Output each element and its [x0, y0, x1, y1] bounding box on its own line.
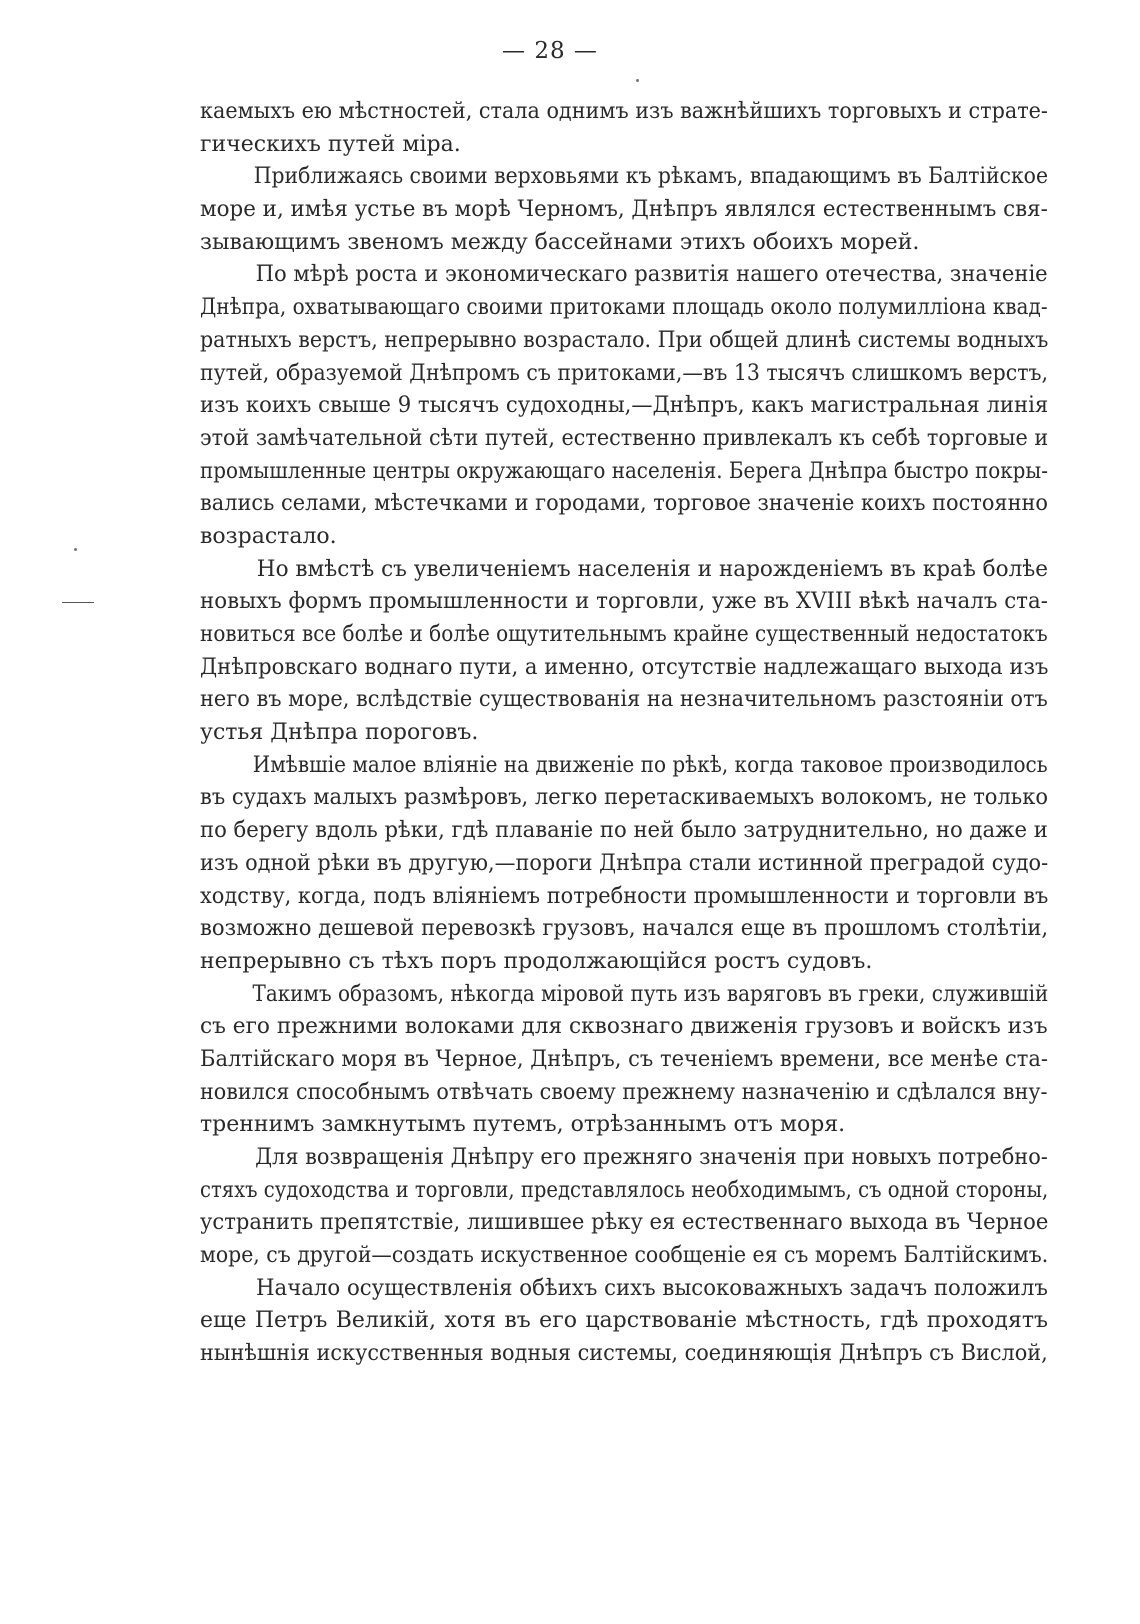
margin-dot	[636, 79, 639, 82]
text-line: По мѣрѣ роста и экономическаго развитія нашего отечества, значеніе	[255, 262, 1048, 288]
text-line: изъ одной рѣки въ другую,—пороги Днѣпра стали истинной преградой судо-	[200, 850, 1049, 876]
text-line: путей, образуемой Днѣпромъ съ притоками,—въ 13 тысячъ слишкомъ верстъ,	[200, 360, 1049, 386]
text-line: ратныхъ верстъ, непрерывно возрастало. При общей длинѣ системы водныхъ	[200, 327, 1049, 353]
text-line: новыхъ формъ промышленности и торговли, уже въ XVIII вѣкѣ началъ ста-	[200, 589, 1048, 615]
text-line: промышленные центры окружающаго населенія. Берега Днѣпра быстро покры-	[200, 458, 1048, 484]
text-line: зывающимъ звеномъ между бассейнами этихъ обоихъ морей.	[200, 229, 920, 255]
text-line: гическихъ путей міра.	[200, 131, 461, 157]
text-line: Днѣпровскаго воднаго пути, а именно, отсутствіе надлежащаго выхода изъ	[200, 654, 1049, 680]
body-text	[200, 96, 1048, 1371]
text-line: новился способнымъ отвѣчать своему прежнему назначенію и сдѣлался вну-	[200, 1079, 1048, 1105]
text-line: него въ море, вслѣдствіе существованія на незначительномъ разстояніи отъ	[200, 687, 1048, 713]
text-line: Для возвращенія Днѣпру его прежняго значенія при новыхъ потребно-	[255, 1145, 1048, 1170]
text-line: еще Петръ Великій, хотя въ его царствованіе мѣстность, гдѣ проходятъ	[200, 1308, 1048, 1334]
text-line: море и, имѣя устье въ морѣ Черномъ, Днѣпръ являлся естественнымъ свя-	[200, 197, 1048, 223]
text-line: устранить препятствіе, лишившее рѣку ея естественнаго выхода въ Черное	[200, 1210, 1049, 1236]
text-line: Такимъ образомъ, нѣкогда міровой путь изъ варяговъ въ греки, служившій	[252, 981, 1049, 1007]
text-line: Днѣпра, охватывающаго своими притоками площадь около полумилліона квад-	[200, 295, 1048, 321]
text-line: Балтійскаго моря въ Черное, Днѣпръ, съ теченіемъ времени, все менѣе ста-	[200, 1046, 1049, 1072]
text-line: ходству, когда, подъ вліяніемъ потребности промышленности и торговли въ	[200, 883, 1049, 909]
text-line: Приближаясь своими верховьями къ рѣкамъ, впадающимъ въ Балтійское	[253, 164, 1049, 190]
text-line: съ его прежними волоками для сквознаго движенія грузовъ и войскъ изъ	[200, 1014, 1048, 1040]
text-line: Имѣвшіе малое вліяніе на движеніе по рѣкѣ, когда таковое производилось	[252, 752, 1048, 778]
text-line: этой замѣчательной сѣти путей, естественно привлекалъ къ себѣ торговые и	[200, 425, 1049, 451]
text-line: по берегу вдоль рѣки, гдѣ плаваніе по ней было затруднительно, но даже и	[200, 818, 1048, 844]
text-line: нынѣшнія искусственныя водныя системы, соединяющія Днѣпръ съ Вислой,	[200, 1341, 1048, 1367]
text-line: каемыхъ ею мѣстностей, стала однимъ изъ важнѣйшихъ торговыхъ и страте-	[200, 99, 1048, 124]
text-line: вались селами, мѣстечками и городами, торговое значеніе коихъ постоянно	[200, 491, 1048, 517]
margin-dash	[62, 602, 94, 603]
text-line: изъ коихъ свыше 9 тысячъ судоходны,—Днѣпръ, какъ магистральная линія	[200, 393, 1049, 419]
text-line: устья Днѣпра пороговъ.	[200, 720, 479, 746]
text-line: непрерывно съ тѣхъ поръ продолжающійся ростъ судовъ.	[200, 948, 873, 974]
margin-dot	[74, 548, 77, 551]
text-line: Но вмѣстѣ съ увеличеніемъ населенія и нарожденіемъ въ краѣ болѣе	[256, 556, 1049, 582]
page-number: — 28 —	[502, 38, 598, 64]
text-line: Начало осуществленія обѣихъ сихъ высоковажныхъ задачъ положилъ	[256, 1275, 1048, 1301]
text-line: въ судахъ малыхъ размѣровъ, легко перетаскиваемыхъ волокомъ, не только	[200, 785, 1048, 811]
text-line: треннимъ замкнутымъ путемъ, отрѣзаннымъ отъ моря.	[200, 1112, 846, 1138]
text-line: возрастало.	[200, 523, 337, 549]
text-line: стяхъ судоходства и торговли, представлялось необходимымъ, съ одной стороны,	[200, 1177, 1049, 1203]
text-line: возможно дешевой перевозкѣ грузовъ, начался еще въ прошломъ столѣтіи,	[200, 916, 1049, 942]
text-line: море, съ другой—создать искуственное сообщеніе ея съ моремъ Балтійскимъ.	[200, 1243, 1049, 1269]
text-line: новиться все болѣе и болѣе ощутительнымъ крайне существенный недостатокъ	[200, 622, 1048, 647]
